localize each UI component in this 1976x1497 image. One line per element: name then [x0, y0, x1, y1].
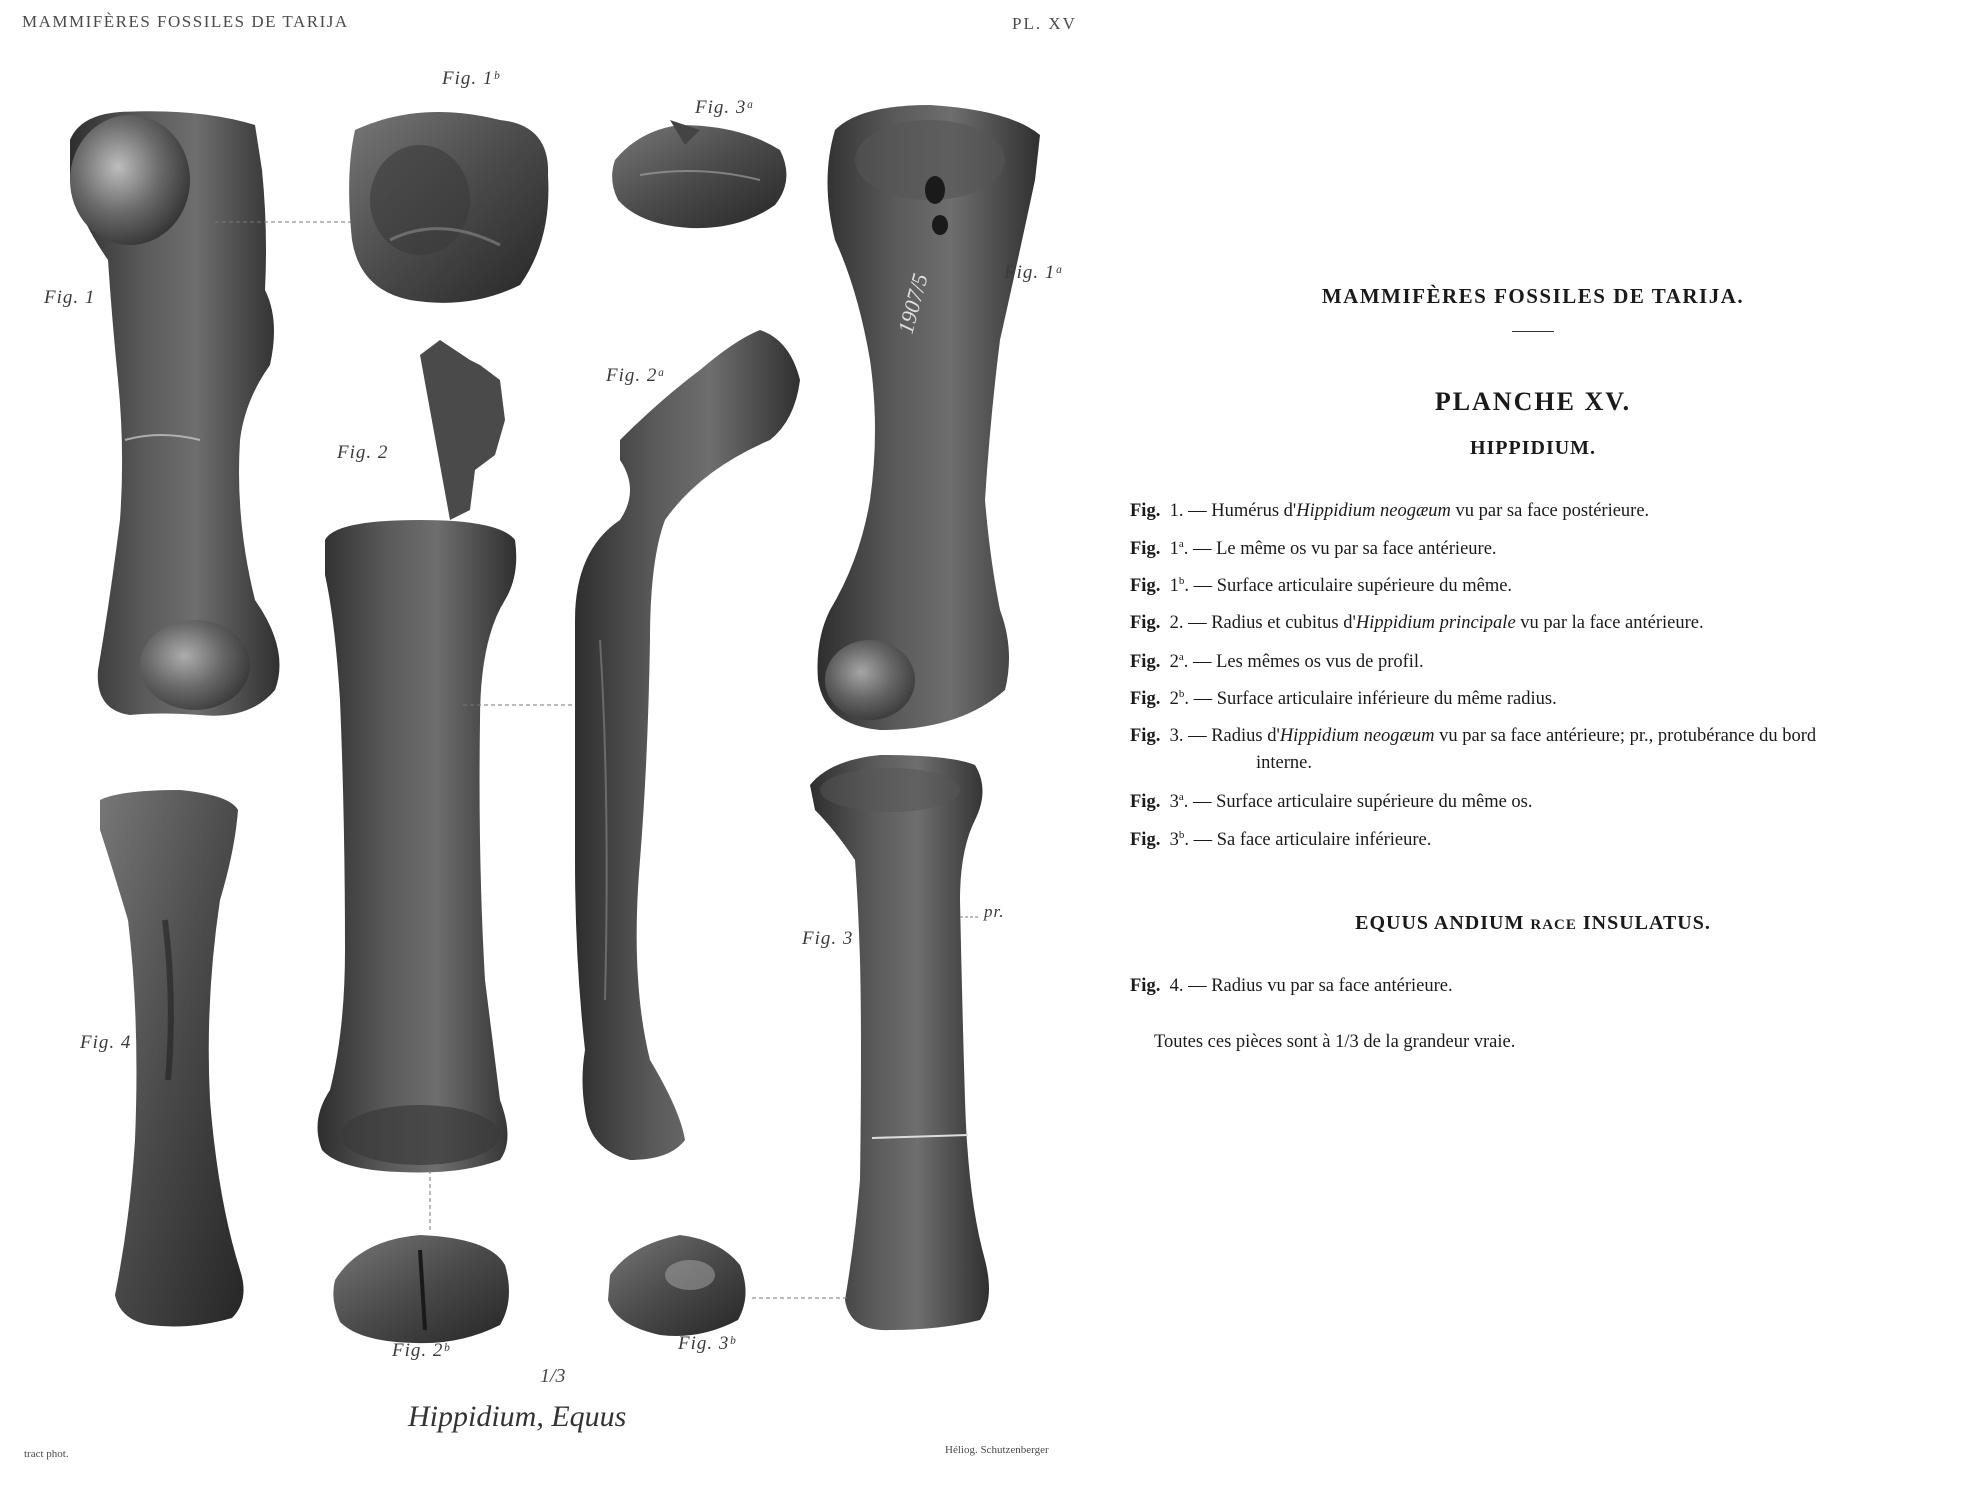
label-fig1b: Fig. 1ᵇ: [442, 68, 500, 89]
entry-text: Humérus d': [1206, 501, 1297, 521]
legend-entry: [1130, 688, 1557, 710]
legend-title: MAMMIFÈRES FOSSILES DE TARIJA.: [1321, 284, 1745, 308]
bone-fig2-radius-ulna: [318, 340, 517, 1173]
entry-num: 1: [1169, 539, 1179, 560]
legend-entry-continuation: [1256, 753, 1312, 774]
bone-fig4-radius: [100, 790, 244, 1326]
bone-fig3-radius: [810, 755, 989, 1330]
legend-entry: [1130, 613, 1704, 634]
entry-fig: Fig.: [1130, 830, 1161, 851]
entry-dash: . —: [1178, 726, 1207, 746]
entry-text: Surface articulaire supérieure du même.: [1212, 576, 1513, 597]
plate-credit-right: Héliog. Schutzenberger: [945, 1444, 1049, 1456]
entry-dash: . —: [1184, 576, 1213, 597]
title-rule: [1512, 331, 1554, 332]
plate-scale: 1/3: [540, 1365, 566, 1387]
entry-text-post: vu par la face antérieure.: [1515, 613, 1704, 633]
entry-fig: Fig.: [1130, 726, 1161, 746]
bone-fig1b-surface: [349, 112, 548, 303]
entry-taxon: Hippidium neogæum: [1279, 726, 1435, 746]
entry-sup: b: [1178, 688, 1185, 700]
legend-page: [1090, 0, 1976, 1497]
bone-fig1a-humerus: [818, 105, 1041, 730]
section-equus-title: [1090, 912, 1976, 935]
entry-fig: Fig.: [1130, 576, 1161, 597]
label-fig2b: Fig. 2ᵇ: [392, 1340, 450, 1361]
entry-dash: . —: [1178, 501, 1207, 521]
entry-sup: b: [1178, 829, 1185, 841]
label-fig3a: Fig. 3ᵃ: [695, 97, 755, 118]
entry-dash: . —: [1183, 652, 1212, 673]
bone-fig1-humerus: [70, 111, 280, 715]
entry-sup: b: [1178, 575, 1185, 587]
entry-sup: a: [1178, 791, 1184, 803]
specimen-number: 1907/5: [892, 270, 933, 337]
plate-title: PLANCHE XV.: [1434, 387, 1632, 416]
entry-num: 3: [1169, 830, 1179, 851]
section-hippidium-title: HIPPIDIUM.: [1469, 437, 1597, 459]
plate-credit-left: tract phot.: [24, 1448, 69, 1460]
entry-dash: . —: [1183, 539, 1212, 560]
entry-fig: Fig.: [1130, 539, 1161, 560]
entry-taxon: Hippidium principale: [1355, 613, 1516, 633]
legend-entry: [1130, 829, 1431, 851]
entry-text: Sa face articulaire inférieure.: [1212, 830, 1432, 851]
plate-header-left: MAMMIFÈRES FOSSILES DE TARIJA: [22, 12, 349, 31]
legend-entry: [1130, 575, 1512, 597]
entry-text-post: vu par sa face postérieure.: [1450, 501, 1650, 521]
entry-dash: . —: [1183, 792, 1212, 813]
plate-header-right: PL. XV: [1012, 14, 1077, 33]
entry-num: 3: [1169, 792, 1179, 813]
entry-num: 1: [1169, 501, 1179, 521]
label-fig1: Fig. 1: [44, 287, 96, 308]
entry-num: 4: [1169, 976, 1179, 996]
label-fig4: Fig. 4: [80, 1032, 132, 1053]
entry-sup: a: [1178, 651, 1184, 663]
section-equus-title-b: RACE: [1530, 917, 1577, 933]
label-fig2: Fig. 2: [337, 442, 389, 463]
entry-taxon: Hippidium neogæum: [1296, 501, 1451, 521]
label-fig3: Fig. 3: [802, 928, 854, 949]
entry-fig: Fig.: [1130, 976, 1161, 996]
label-fig3b: Fig. 3ᵇ: [678, 1333, 736, 1354]
legend-footnote: Toutes ces pièces sont à 1/3 de la grandeur vraie.: [1154, 1032, 1516, 1052]
label-fig1a: Fig. 1ᵃ: [1004, 262, 1064, 283]
label-fig2a: Fig. 2ᵃ: [606, 365, 666, 386]
entry-dash: . —: [1178, 976, 1207, 996]
plate-caption: Hippidium, Equus: [408, 1400, 627, 1433]
entry-text: Le même os vu par sa face antérieure.: [1211, 539, 1497, 560]
entry-num: 3: [1169, 726, 1179, 746]
legend-entry-fig4: [1130, 976, 1453, 997]
bone-fig2b-surface: [333, 1235, 509, 1343]
entry-fig: Fig.: [1130, 689, 1161, 710]
entry-num: 2: [1169, 652, 1179, 673]
entry-text: Surface articulaire inférieure du même radius.: [1212, 689, 1557, 710]
bone-fig3b-surface: [608, 1235, 746, 1336]
legend-entry: [1130, 651, 1424, 673]
entry-text: Radius vu par sa face antérieure.: [1206, 976, 1453, 996]
bone-fig3a-surface: [612, 120, 786, 228]
entry-text: Surface articulaire supérieure du même os.: [1211, 792, 1533, 813]
bone-fig2a-profile: [575, 330, 800, 1160]
entry-text: Les mêmes os vus de profil.: [1211, 652, 1424, 673]
entry-fig: Fig.: [1130, 792, 1161, 813]
entry-dash: . —: [1178, 613, 1207, 633]
legend-entry: [1130, 791, 1533, 813]
legend-entry: [1130, 501, 1649, 522]
entry-text: interne.: [1256, 753, 1312, 773]
entry-num: 2: [1169, 689, 1179, 710]
entry-fig: Fig.: [1130, 613, 1161, 633]
label-pr: pr.: [984, 902, 1005, 921]
entry-dash: . —: [1184, 830, 1213, 851]
entry-text: Radius et cubitus d': [1206, 613, 1356, 633]
legend-entry: [1130, 726, 1816, 747]
entry-fig: Fig.: [1130, 501, 1161, 521]
entry-num: 1: [1169, 576, 1179, 597]
entry-sup: a: [1178, 538, 1184, 550]
section-equus-title-a: EQUUS ANDIUM: [1355, 912, 1531, 934]
entry-fig: Fig.: [1130, 652, 1161, 673]
entry-text-post: vu par sa face antérieure; pr., protubérance du bord: [1434, 726, 1817, 746]
legend-entry: [1130, 538, 1497, 560]
entry-num: 2: [1169, 613, 1179, 633]
entry-text: Radius d': [1206, 726, 1280, 746]
entry-dash: . —: [1184, 689, 1213, 710]
section-equus-title-c: INSULATUS.: [1576, 912, 1711, 934]
